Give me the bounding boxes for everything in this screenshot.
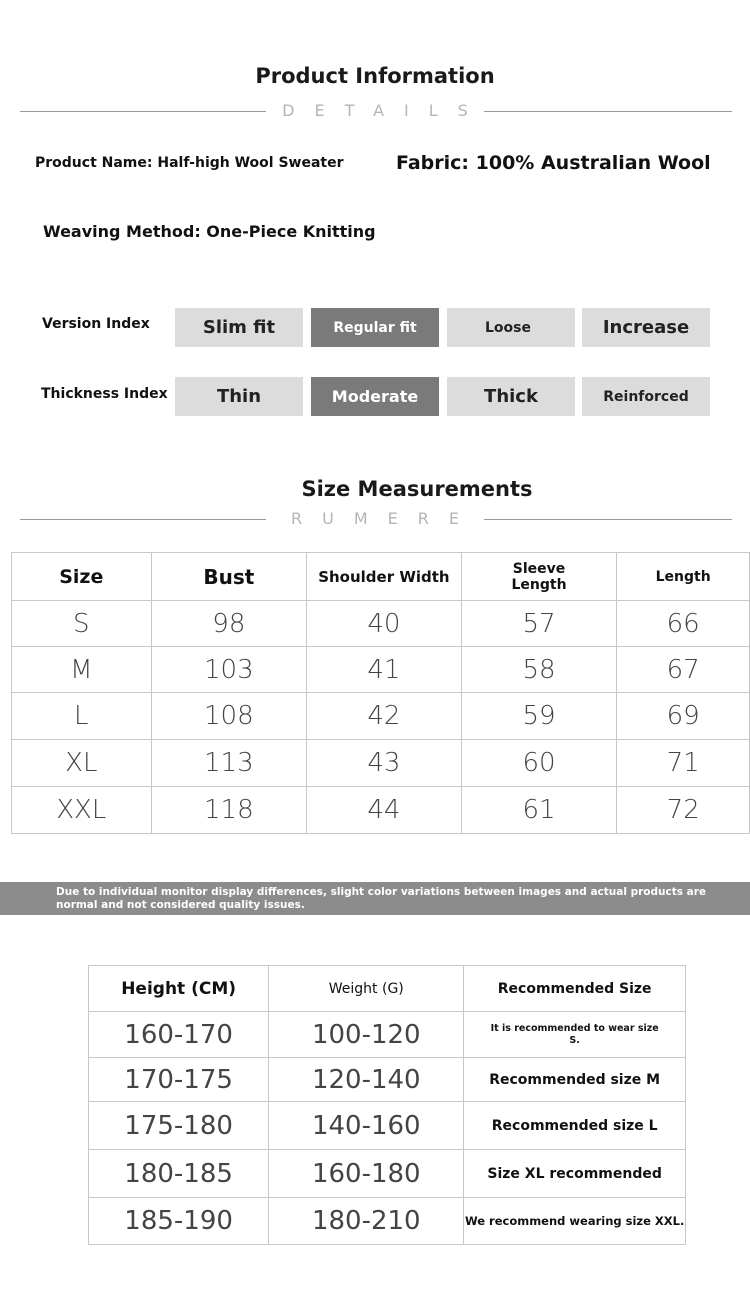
details-subtitle: DETAILS [282, 101, 488, 120]
table-row [12, 601, 750, 647]
header-height: Height (CM) [89, 966, 269, 1012]
thickness-index-label: Thickness Index [41, 386, 168, 402]
cell-height: 170-175 [89, 1058, 269, 1102]
thickness-option-thin: Thin [175, 377, 303, 416]
cell-sleeve: 58 [461, 647, 617, 693]
cell-sleeve: 59 [461, 693, 617, 740]
cell-weight: 120-140 [269, 1058, 464, 1102]
header-weight: Weight (G) [269, 966, 464, 1012]
cell-size: M [12, 647, 152, 693]
table-row [12, 693, 750, 740]
cell-weight: 140-160 [269, 1102, 464, 1150]
table-row [12, 787, 750, 834]
header-recommended-size: Recommended Size [464, 966, 686, 1012]
cell-bust: 118 [151, 787, 307, 834]
size-table-header [12, 553, 750, 601]
header-size: Size [12, 553, 152, 601]
table-row [89, 1198, 686, 1245]
cell-recommendation [464, 1012, 686, 1058]
cell-recommendation: Recommended size M [464, 1058, 686, 1102]
cell-length: 72 [617, 787, 750, 834]
cell-weight: 180-210 [269, 1198, 464, 1245]
version-option-loose: Loose [447, 308, 575, 347]
cell-bust: 108 [151, 693, 307, 740]
product-name: Product Name: Half-high Wool Sweater [35, 155, 344, 171]
version-option-slim-fit: Slim fit [175, 308, 303, 347]
cell-height: 160-170 [89, 1012, 269, 1058]
cell-size: XXL [12, 787, 152, 834]
cell-height: 175-180 [89, 1102, 269, 1150]
cell-size: S [12, 601, 152, 647]
cell-length: 69 [617, 693, 750, 740]
version-index-label: Version Index [42, 316, 150, 332]
recommendation-text: It is recommended to wear size S. [490, 1022, 659, 1046]
cell-height: 185-190 [89, 1198, 269, 1245]
weaving-method: Weaving Method: One-Piece Knitting [43, 222, 376, 241]
cell-weight: 100-120 [269, 1012, 464, 1058]
cell-sleeve: 60 [461, 740, 617, 787]
size-measurements-title: Size Measurements [301, 477, 533, 501]
cell-sleeve: 57 [461, 601, 617, 647]
product-info-title: Product Information [255, 64, 495, 88]
thickness-option-reinforced: Reinforced [582, 377, 710, 416]
version-option-increase: Increase [582, 308, 710, 347]
cell-sleeve: 61 [461, 787, 617, 834]
cell-size: XL [12, 740, 152, 787]
thickness-option-thick: Thick [447, 377, 575, 416]
fabric: Fabric: 100% Australian Wool [396, 152, 711, 174]
table-row [89, 1012, 686, 1058]
cell-shoulder: 40 [307, 601, 462, 647]
table-row [12, 647, 750, 693]
header-shoulder-width: Shoulder Width [307, 553, 462, 601]
sleeve-length-text: Sleeve Length [511, 560, 567, 593]
cell-shoulder: 41 [307, 647, 462, 693]
header-sleeve-length [461, 553, 617, 601]
rec-table-header [89, 966, 686, 1012]
table-row [12, 740, 750, 787]
cell-height: 180-185 [89, 1150, 269, 1198]
thickness-option-moderate: Moderate [311, 377, 439, 416]
notice-band [0, 882, 750, 915]
cell-length: 67 [617, 647, 750, 693]
cell-shoulder: 43 [307, 740, 462, 787]
table-row [89, 1058, 686, 1102]
cell-size: L [12, 693, 152, 740]
header-length: Length [617, 553, 750, 601]
header-bust: Bust [151, 553, 307, 601]
cell-bust: 113 [151, 740, 307, 787]
version-option-regular-fit: Regular fit [311, 308, 439, 347]
color-notice: Due to individual monitor display differences, slight color variations between images and actual products are normal and not considered quality issues. [56, 886, 707, 911]
cell-recommendation: Recommended size L [464, 1102, 686, 1150]
recommendation-table [88, 965, 686, 1245]
cell-shoulder: 42 [307, 693, 462, 740]
cell-length: 66 [617, 601, 750, 647]
cell-weight: 160-180 [269, 1150, 464, 1198]
cell-shoulder: 44 [307, 787, 462, 834]
cell-length: 71 [617, 740, 750, 787]
table-row [89, 1102, 686, 1150]
cell-recommendation: Size XL recommended [464, 1150, 686, 1198]
cell-bust: 103 [151, 647, 307, 693]
cell-bust: 98 [151, 601, 307, 647]
cell-recommendation: We recommend wearing size XXL. [464, 1198, 686, 1245]
table-row [89, 1150, 686, 1198]
rumere-subtitle: RUMERE [291, 509, 479, 528]
size-table [11, 552, 750, 834]
